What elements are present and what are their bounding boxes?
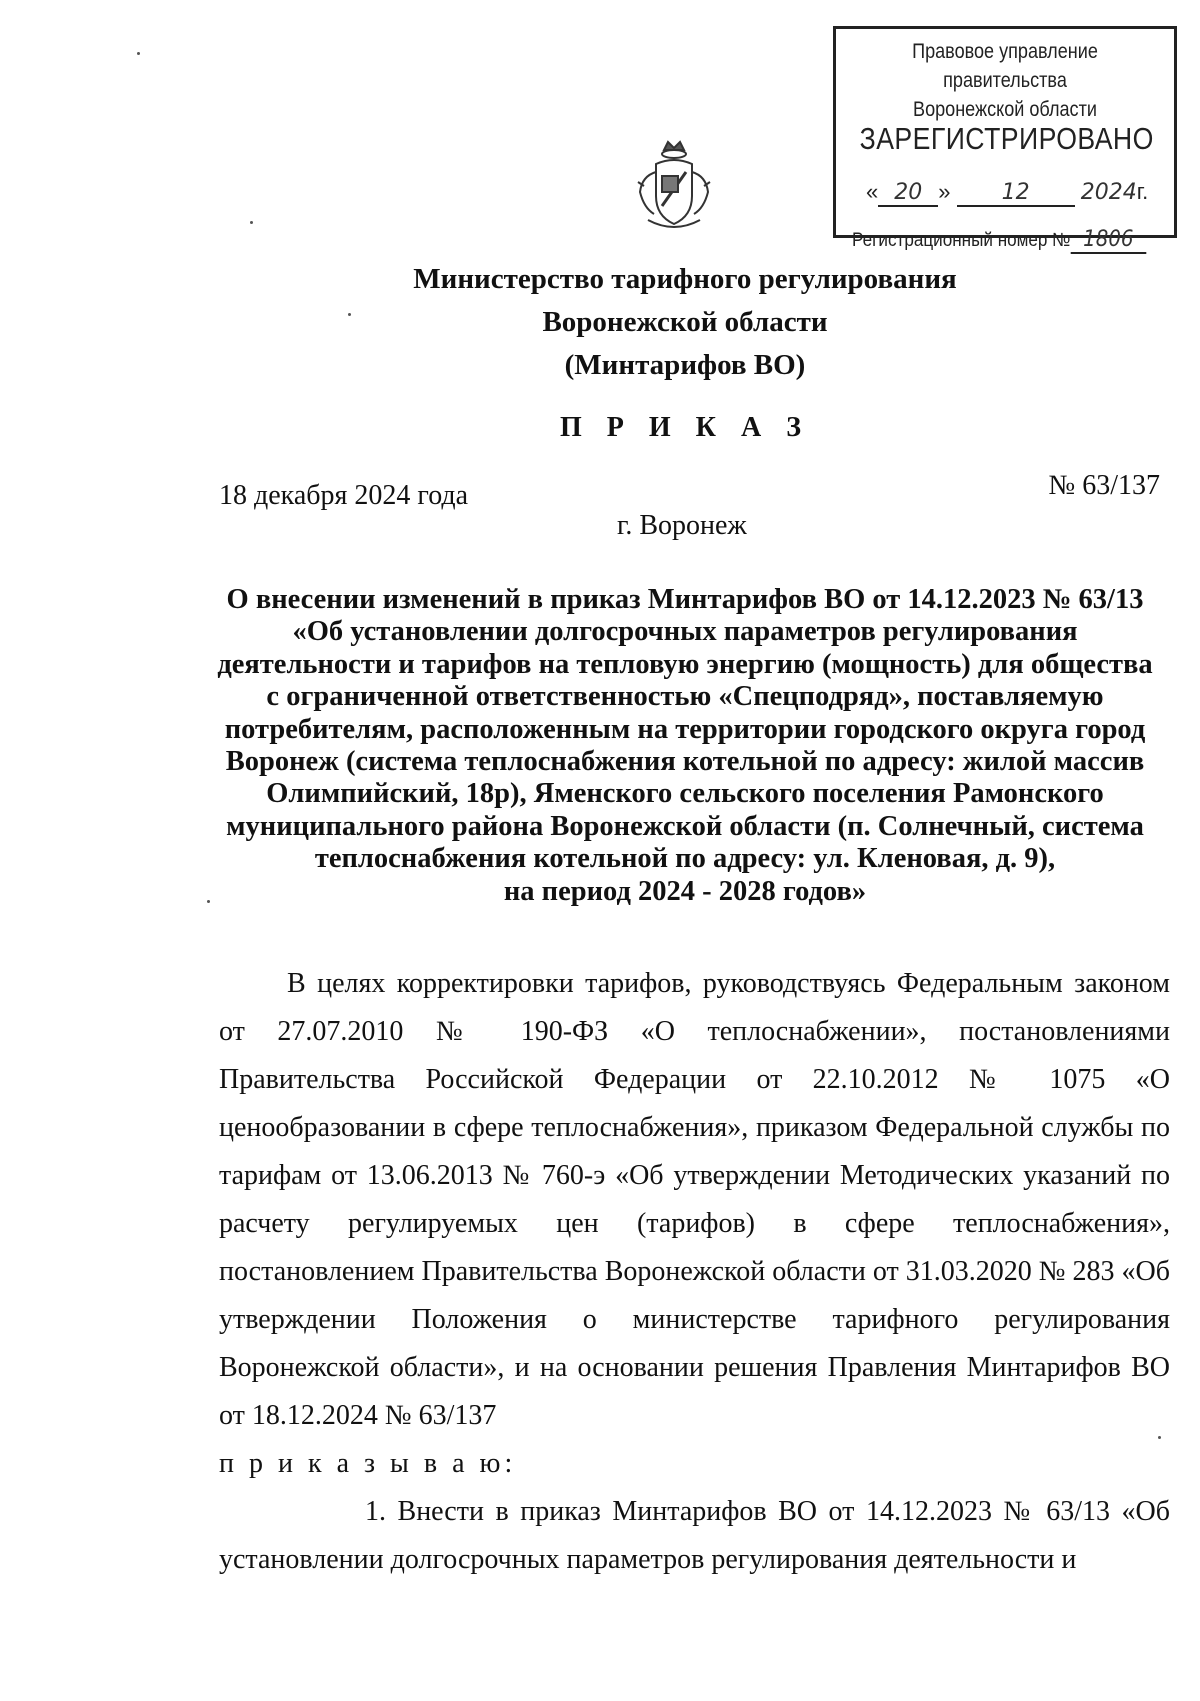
title-line: с ограниченной ответственностью «Спецподряд», поставляемую [266,681,1104,713]
stamp-year-suffix: г. [1136,179,1149,204]
preamble-paragraph: В целях корректировки тарифов, руководствуясь Федеральным законом от 27.07.2010 № 190-ФЗ «О теплоснабжении», постановлениями Правительства Российской Федерации от 22.10.2012 № 1075 «О ценообразовании в сфере теплоснабжения», приказом Федеральной службы по тарифам от 13.06.2013 № 760-э «Об утверждении Методических указаний по расчету регулируемых цен (тарифов) в сфере теплоснабжения», постановлением Правительства Воронежской области от 31.03.2020 № 283 «Об утверждении Положения о министерстве тарифного регулирования Воронежской области», и на основании решения Правления Минтарифов ВО от 18.12.2024 № 63/137 [219,968,1170,1431]
document-number: № 63/137 [1048,470,1160,501]
title-line: Воронеж (система теплоснабжения котельной по адресу: жилой массив [225,746,1145,778]
scan-speck [348,313,351,316]
stamp-organization: Правовое управление правительства Воронежской области [912,40,1098,121]
stamp-status: ЗАРЕГИСТРИРОВАНО [859,121,1154,156]
stamp-month: 12 [957,180,1075,207]
stamp-reg-number-value: 1806 [1071,227,1147,254]
title-line: О внесении изменений в приказ Минтарифов ВО от 14.12.2023 № 63/13 [226,584,1144,615]
ministry-name: Министерство тарифного регулирования [413,263,957,295]
title-line: на период 2024 - 2028 годов» [503,875,867,907]
ministry-region: Воронежской области [542,306,828,338]
title-line: деятельности и тарифов на тепловую энергию (мощность) для общества [217,648,1153,680]
order-word: п р и к а з ы в а ю: [219,1448,517,1479]
document-date: 18 декабря 2024 года [219,480,469,511]
document-title [200,584,1170,908]
title-line: потребителям, расположенным на территории городского округа город [224,713,1146,745]
stamp-date: « 20 » 12 2024г. [866,179,1149,205]
document-body [219,960,1170,1584]
scan-speck [1158,1436,1161,1439]
title-line: «Об установлении долгосрочных параметров регулирования [292,616,1078,648]
stamp-reg-number: Регистрационный номер № 1806 [852,227,1146,254]
scan-speck [137,52,140,55]
document-type: П Р И К А З [560,412,810,443]
title-line: Олимпийский, 18р), Яменского сельского поселения Рамонского [266,778,1104,810]
title-line: теплоснабжения котельной по адресу: ул. Кленовая, д. 9), [314,843,1056,875]
scan-speck [207,900,210,903]
title-line: муниципального района Воронежской области (п. Солнечный, система [226,810,1144,842]
ministry-header [0,258,1200,387]
stamp-day: 20 [878,180,938,207]
document-place: г. Воронеж [617,510,747,541]
ministry-abbreviation: (Минтарифов ВО) [564,349,806,381]
coat-of-arms-icon [634,136,714,236]
scan-speck [250,221,253,224]
order-item-1: 1. Внести в приказ Минтарифов ВО от 14.12.2023 № 63/13 «Об установлении долгосрочных параметров регулирования деятельности и [219,1496,1170,1575]
stamp-year: 2024 [1080,180,1137,205]
registration-stamp [833,26,1177,252]
